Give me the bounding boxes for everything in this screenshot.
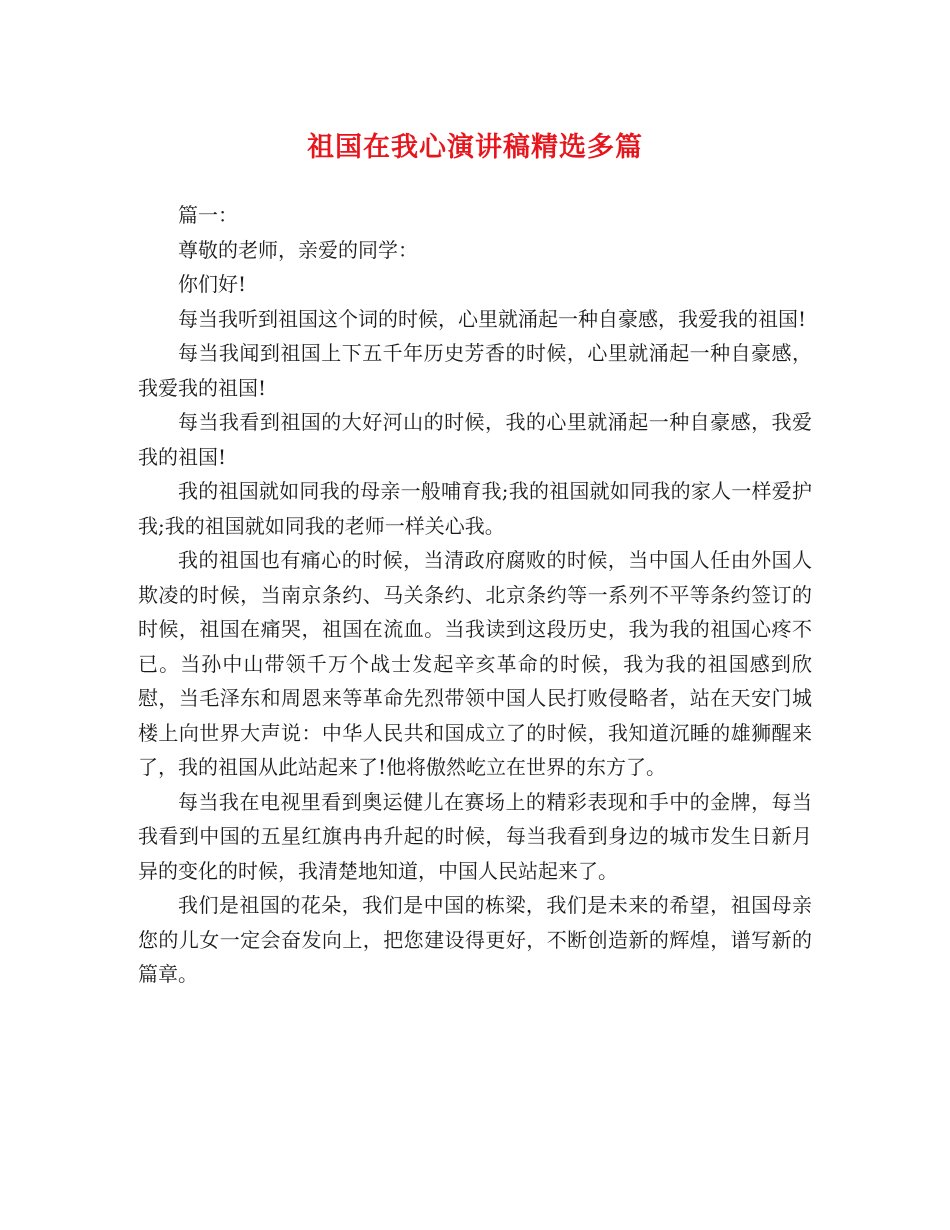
paragraph-section-label: 篇一： [178, 203, 238, 227]
paragraph-greeting: 你们好! [178, 272, 247, 296]
paragraph: 我们是祖国的花朵，我们是中国的栋梁，我们是未来的希望，祖国母亲您的儿女一定会奋发向上，把您建设得更好，不断创造新的辉煌，谱写新的篇章。 [138, 893, 812, 986]
paragraph: 每当我闻到祖国上下五千年历史芳香的时候，心里就涌起一种自豪感，我爱我的祖国! [138, 341, 812, 400]
document-title: 祖国在我心演讲稿精选多篇 [307, 132, 643, 163]
paragraph: 我的祖国就如同我的母亲一般哺育我;我的祖国就如同我的家人一样爱护我;我的祖国就如同我的老师一样关心我。 [138, 479, 812, 538]
paragraph: 每当我看到祖国的大好河山的时候，我的心里就涌起一种自豪感，我爱我的祖国! [138, 410, 812, 469]
paragraph: 我的祖国也有痛心的时候，当清政府腐败的时候，当中国人任由外国人欺凌的时候，当南京条约、马关条约、北京条约等一系列不平等条约签订的时候，祖国在痛哭，祖国在流血。当我读到这段历史，我为我的祖国心疼不已。当孙中山带领千万个战士发起辛亥革命的时候，我为我的祖国感到欣慰，当毛泽东和周恩来等革命先烈带领中国人民打败侵略者，站在天安门城楼上向世界大声说：中华人民共和国成立了的时候，我知道沉睡的雄狮醒来了，我的祖国从此站起来了!他将傲然屹立在世界的东方了。 [138, 548, 812, 779]
paragraph: 每当我在电视里看到奥运健儿在赛场上的精彩表现和手中的金牌，每当我看到中国的五星红旗冉冉升起的时候，每当我看到身边的城市发生日新月异的变化的时候，我清楚地知道，中国人民站起来了。 [138, 789, 812, 883]
paragraph: 每当我听到祖国这个词的时候，心里就涌起一种自豪感，我爱我的祖国! [178, 306, 807, 331]
document-body [138, 198, 812, 992]
paragraph-salutation: 尊敬的老师，亲爱的同学： [178, 237, 418, 262]
